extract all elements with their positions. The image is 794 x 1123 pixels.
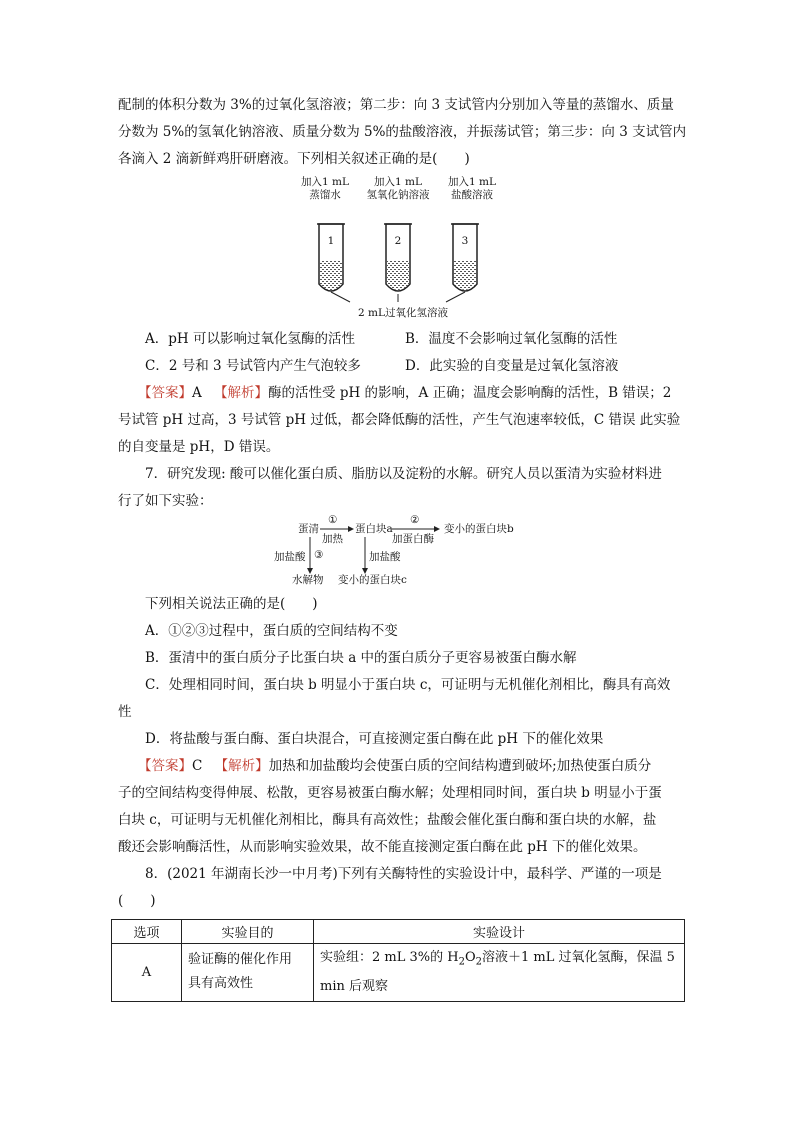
flow-step-3: ③ bbox=[314, 549, 324, 561]
flow-protein-a: 蛋白块a bbox=[355, 523, 393, 535]
intro-line-2: 分数为 5%的氢氧化钠溶液、质量分数为 5%的盐酸溶液，并振荡试管；第三步：向 3 支试管内 bbox=[118, 124, 687, 140]
flow-protein-b: 变小的蛋白块b bbox=[444, 523, 514, 535]
table-cell-purpose: 验证酶的催化作用 具有高效性 bbox=[182, 944, 314, 1002]
q8-stem-line-1: 8．(2021 年湖南长沙一中月考)下列有关酶特性的实验设计中，最科学、严谨的一项是 bbox=[145, 866, 662, 882]
table-row bbox=[112, 944, 685, 1002]
flow-add-hcl-2: 加盐酸 bbox=[369, 551, 401, 563]
tube-number-3: 3 bbox=[461, 235, 469, 247]
q8-stem-line-2: ( ) bbox=[118, 893, 156, 909]
test-tubes-drawing bbox=[290, 176, 520, 326]
answer-value: C bbox=[192, 758, 203, 774]
q6-option-b: B．温度不会影响过氧化氢酶的活性 bbox=[405, 331, 618, 347]
tube-2-label: 加入1 mL 氢氧化钠溶液 bbox=[366, 176, 430, 201]
intro-line-1: 配制的体积分数为 3%的过氧化氢溶液；第二步：向 3 支试管内分别加入等量的蒸馏水、质量 bbox=[118, 97, 674, 113]
table-cell-design: 实验组：2 mL 3%的 $H_2O_2$溶液＋1 mL 过氧化氢酶，保温 5 min 后观察 bbox=[314, 944, 685, 1002]
flow-egg-white: 蛋清 bbox=[298, 523, 319, 535]
q6-option-a: A．pH 可以影响过氧化氢酶的活性 bbox=[145, 331, 355, 347]
q6-option-c: C．2 号和 3 号试管内产生气泡较多 bbox=[145, 358, 361, 374]
answer-tag: 【答案】 bbox=[138, 385, 192, 401]
table-header-row bbox=[112, 920, 685, 944]
answer-value: A bbox=[192, 385, 202, 401]
q7-option-d: D．将盐酸与蛋白酶、蛋白块混合，可直接测定蛋白酶在此 pH 下的催化效果 bbox=[145, 731, 604, 747]
q6-answer-line bbox=[138, 383, 671, 403]
flow-add-hcl-1: 加盐酸 bbox=[274, 551, 306, 563]
q7-stem-line-1: 7．研究发现: 酸可以催化蛋白质、脂肪以及淀粉的水解。研究人员以蛋清为实验材料进 bbox=[145, 466, 662, 482]
q7-option-c-line-1: C．处理相同时间，蛋白块 b 明显小于蛋白块 c，可证明与无机催化剂相比，酶具有高效 bbox=[145, 677, 671, 693]
q7-analysis-line-3: 白块 c，可证明与无机催化剂相比，酶具有高效性；盐酸会催化蛋白酶和蛋白块的水解，盐 bbox=[118, 812, 657, 828]
tube-number-1: 1 bbox=[327, 235, 335, 247]
flow-diagram bbox=[270, 516, 540, 588]
q7-analysis-line-4: 酸还会影响酶活性，从而影响实验效果，故不能直接测定蛋白酶在此 pH 下的催化效果。 bbox=[118, 839, 647, 855]
q6-analysis-line-2: 号试管 pH 过高，3 号试管 pH 过低，都会降低酶的活性，产生气泡速率较低，C 错误 此实验 bbox=[118, 412, 681, 428]
table-cell-option: A bbox=[112, 944, 182, 1002]
q6-analysis-line-3: 的自变量是 pH，D 错误。 bbox=[118, 439, 280, 455]
q7-stem-line-2: 行了如下实验： bbox=[118, 493, 213, 509]
q7-option-b: B．蛋清中的蛋白质分子比蛋白块 a 中的蛋白质分子更容易被蛋白酶水解 bbox=[145, 650, 577, 666]
q7-analysis-line-2: 子的空间结构变得伸展、松散，更容易被蛋白酶水解；处理相同时间，蛋白块 b 明显小于蛋 bbox=[118, 785, 662, 801]
q7-answer-line bbox=[138, 756, 651, 776]
table-header-design: 实验设计 bbox=[314, 920, 685, 944]
tube-1-label: 加入1 mL 蒸馏水 bbox=[301, 176, 349, 201]
experiment-table bbox=[111, 919, 685, 1002]
analysis-tag: 【解析】 bbox=[214, 385, 269, 401]
table-header-purpose: 实验目的 bbox=[182, 920, 314, 944]
flow-heat: 加热 bbox=[322, 533, 343, 545]
table-header-option: 选项 bbox=[112, 920, 182, 944]
test-tube-figure bbox=[290, 176, 520, 326]
answer-tag: 【答案】 bbox=[138, 758, 192, 774]
analysis-text: 酶的活性受 pH 的影响，A 正确；温度会影响酶的活性，B 错误；2 bbox=[268, 385, 672, 401]
q7-option-c-line-2: 性 bbox=[118, 704, 132, 720]
analysis-tag: 【解析】 bbox=[214, 758, 269, 774]
flow-hydrolysate: 水解物 bbox=[292, 574, 324, 586]
tube-3-label: 加入1 mL 盐酸溶液 bbox=[448, 176, 496, 201]
q7-option-a: A．①②③过程中，蛋白质的空间结构不变 bbox=[145, 623, 398, 639]
intro-line-3: 各滴入 2 滴新鲜鸡肝研磨液。下列相关叙述正确的是( ) bbox=[118, 151, 470, 167]
analysis-text: 加热和加盐酸均会使蛋白质的空间结构遭到破坏;加热使蛋白质分 bbox=[268, 758, 652, 774]
tube-number-2: 2 bbox=[394, 235, 402, 247]
figure-bottom-label: 2 mL过氧化氢溶液 bbox=[358, 307, 448, 319]
flow-add-enzyme: 加蛋白酶 bbox=[392, 533, 434, 545]
flow-step-2: ② bbox=[410, 514, 420, 526]
q6-option-d: D．此实验的自变量是过氧化氢溶液 bbox=[405, 358, 619, 374]
q7-question: 下列相关说法正确的是( ) bbox=[145, 596, 318, 612]
flow-step-1: ① bbox=[328, 514, 338, 526]
flow-protein-c: 变小的蛋白块c bbox=[338, 574, 407, 586]
